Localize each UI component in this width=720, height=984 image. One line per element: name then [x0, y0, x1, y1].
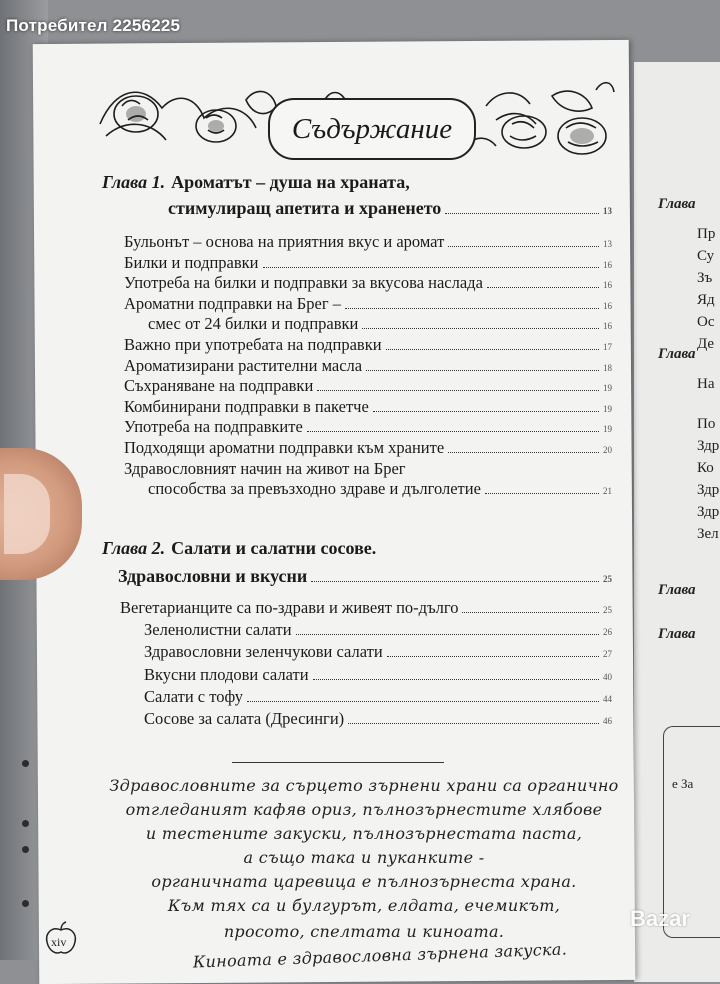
chapter-2-title-line2: [118, 566, 612, 587]
chapter-1-entry: [124, 397, 612, 417]
toc-page-number: 40: [603, 671, 612, 682]
leader-dots: [448, 452, 599, 453]
toc-page-number: 25: [603, 605, 612, 615]
chapter-2-entry: [144, 709, 612, 729]
toc-page-number: 16: [603, 259, 612, 270]
chapter-2-title-line1: [102, 538, 612, 559]
toc-page-number: 26: [603, 627, 612, 638]
toc-page-number: 25: [603, 574, 612, 584]
toc-page-number: 16: [603, 300, 612, 311]
facing-page-fragment: Де: [697, 336, 715, 352]
facing-page-fragment: Яд: [697, 292, 715, 308]
leader-dots: [311, 581, 599, 582]
toc-page-number: 20: [603, 445, 612, 455]
toc-entry-text: Билки и подправки: [124, 252, 259, 272]
leader-dots: [263, 267, 599, 268]
leader-dots: [307, 431, 599, 432]
chapter-1-entry: [124, 356, 612, 376]
facing-page-fragment: Пр: [697, 226, 716, 242]
facing-page-fragment: Ко: [697, 460, 714, 476]
toc-page-number: 19: [603, 403, 612, 414]
leader-dots: [448, 246, 599, 247]
chapter-1-entry: [148, 314, 612, 334]
toc-page-number: 44: [603, 693, 612, 704]
facing-page-fragment: Су: [697, 248, 715, 264]
leader-dots: [296, 634, 599, 635]
leader-dots: [387, 656, 599, 657]
toc-entry-text: Комбинирани подправки в пакетче: [124, 396, 369, 416]
toc-entry-text: Салати с тофу: [144, 686, 243, 706]
toc-entry-text: стимулиращ апетита и храненето: [168, 198, 442, 218]
quote-line: и тестените закуски, пълнозърнестата паста,: [145, 824, 583, 843]
quote-line: Към тях са и булгурът, елдата, ечемикът,: [167, 896, 561, 915]
toc-entry-text: Подходящи ароматни подправки към храните: [124, 438, 445, 457]
leader-dots: [247, 701, 599, 702]
leader-dots: [445, 213, 599, 214]
facing-page-fragment: Здр: [697, 504, 720, 520]
leader-dots: [348, 723, 599, 724]
toc-entry-text: Ароматни подправки на Брег –: [124, 293, 341, 313]
toc-entry-text: Бульонът – основа на приятния вкус и аромат: [124, 232, 445, 251]
page-number: xiv: [51, 935, 67, 949]
toc-entry-text: Вегетарианците са по-здрави и живеят по-дълго: [120, 598, 459, 617]
facing-page-fragment: По: [697, 416, 716, 432]
leader-dots: [462, 612, 599, 613]
chapter-1-entry: [124, 438, 612, 458]
toc-entry-text: Здравословни и вкусни: [118, 566, 308, 586]
leader-dots: [386, 349, 599, 350]
chapter-1-entry: [124, 232, 612, 252]
toc-page-number: 13: [603, 206, 612, 216]
quote-divider: [232, 762, 444, 763]
chapter-1-entry: [124, 253, 612, 273]
toc-entry-text: Съхраняване на подправки: [124, 376, 314, 396]
chapter-2-entry: [144, 665, 612, 685]
toc-entry-text: Употреба на подправките: [124, 417, 303, 437]
chapter-1-entry: [124, 273, 612, 293]
quote-line: Киноата е здравословна зърнена закуска.: [192, 939, 568, 972]
toc-entry-text: Ароматът – душа на храната,: [171, 172, 410, 192]
facing-page-fragment: На: [697, 376, 715, 392]
toc-entry-text: Важно при употребата на подправки: [124, 335, 382, 354]
leader-dots: [345, 308, 599, 309]
chapter-1-entry: [148, 479, 612, 499]
chapter-2-entry: [144, 687, 612, 707]
chapter-label: Глава 2.: [102, 538, 166, 558]
toc-entry-text: Вкусни плодови салати: [144, 664, 309, 684]
toc-entry-text: Ароматизирани растителни масла: [124, 355, 363, 375]
toc-page-number: 19: [603, 424, 612, 435]
thumbnail-nail: [4, 474, 50, 554]
facing-page-fragment: Здр: [697, 482, 720, 498]
leader-dots: [313, 679, 599, 680]
leader-dots: [373, 411, 599, 412]
facing-page-fragment: Здр: [697, 438, 720, 454]
toc-entry-text: Здравословният начин на живот на Брег: [124, 458, 406, 478]
quote-line: а също така и пуканките -: [243, 848, 485, 867]
chapter-1-entry: [124, 335, 612, 355]
chapter-1-entry: [124, 417, 612, 437]
quote-line: отгледаният кафяв ориз, пълнозърнестите хлябове: [125, 800, 603, 819]
toc-entry-text: способства за превъзходно здраве и дълголетие: [148, 479, 481, 499]
toc-page-number: 16: [603, 321, 612, 332]
chapter-1-title-line2: [168, 198, 612, 219]
toc-page-number: 19: [603, 383, 612, 394]
toc-page-number: 13: [603, 239, 612, 249]
toc-entry-text: Здравословни зеленчукови салати: [144, 642, 383, 662]
chapter-1-entry: [124, 459, 612, 479]
page-title: Съдържание: [268, 98, 476, 160]
toc-page-number: 27: [603, 649, 612, 660]
toc-page-number: 46: [603, 716, 612, 726]
toc-page-number: 18: [603, 362, 612, 373]
leader-dots: [485, 493, 599, 494]
facing-page-chapter-label: Глава: [658, 196, 696, 212]
chapter-label: Глава 1.: [102, 172, 166, 192]
toc-entry-text: Зеленолистни салати: [144, 620, 292, 640]
toc-entry-text: Употреба на билки и подправки за вкусова наслада: [124, 273, 483, 293]
toc-entry-text: смес от 24 билки и подправки: [148, 314, 359, 334]
toc-page-number: 16: [603, 280, 612, 291]
toc-page-number: 17: [603, 342, 612, 352]
leader-dots: [366, 370, 599, 371]
chapter-2-entry: [144, 642, 612, 662]
quote-line: органичната царевица е пълнозърнеста храна.: [151, 872, 577, 891]
facing-page-box-text: е За: [672, 776, 694, 791]
facing-page-fragment: Зъ: [697, 270, 713, 286]
chapter-2-entry: [144, 620, 612, 640]
facing-page-fragment: Зел: [697, 526, 719, 542]
chapter-2-entry: [120, 598, 612, 618]
toc-entry-text: Салати и салатни сосове.: [171, 538, 377, 558]
quote-line: Здравословните за сърцето зърнени храни са органично: [109, 776, 619, 795]
leader-dots: [487, 287, 599, 288]
toc-page-number: 21: [603, 486, 612, 497]
chapter-1-title-line1: [102, 172, 612, 193]
facing-page-chapter-label: Глава: [658, 582, 696, 598]
leader-dots: [317, 390, 599, 391]
quote-line: просото, спелтата и киноата.: [223, 922, 505, 941]
username-overlay: Потребител 2256225: [6, 16, 181, 35]
chapter-1-entry: [124, 376, 612, 396]
facing-page-fragment: Ос: [697, 314, 715, 330]
leader-dots: [362, 328, 599, 329]
facing-page-chapter-label: Глава: [658, 346, 696, 362]
toc-entry-text: Сосове за салата (Дресинги): [144, 709, 345, 728]
facing-page-chapter-label: Глава: [658, 626, 696, 642]
watermark-logo: Bazar: [630, 906, 690, 931]
chapter-1-entry: [124, 294, 612, 314]
